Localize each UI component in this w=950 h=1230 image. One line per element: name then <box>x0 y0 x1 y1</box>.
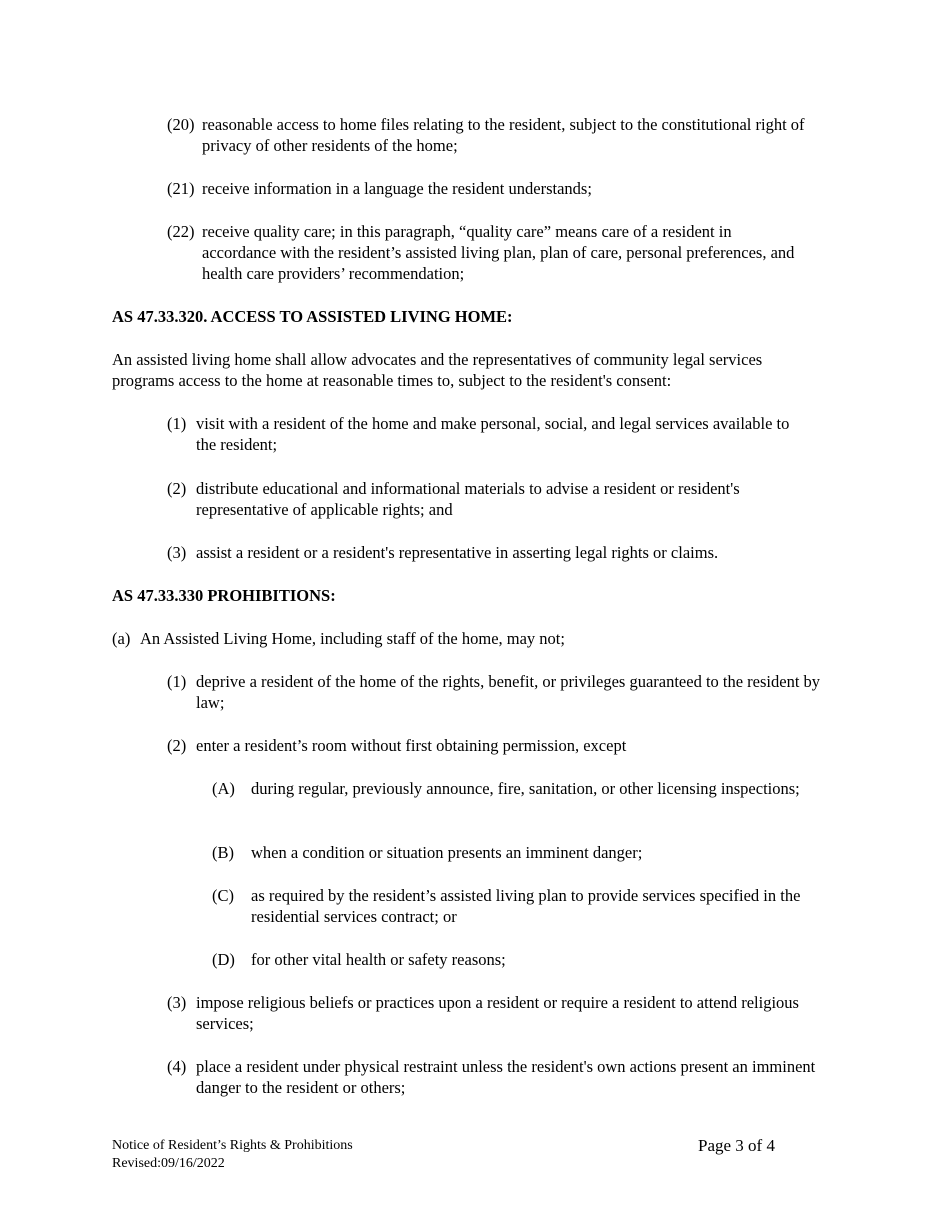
section-intro-320: An assisted living home shall allow advocates and the representatives of community legal services programs access to the home at reasonable times to, subject to the resident's consent: <box>112 350 763 390</box>
list-item-320-2 <box>167 478 827 520</box>
list-text: impose religious beliefs or practices upon a resident or require a resident to attend religious services; <box>196 993 799 1033</box>
section-heading-320: AS 47.33.320. ACCESS TO ASSISTED LIVING HOME: <box>112 307 513 326</box>
list-number: (22) <box>167 222 195 241</box>
list-text: reasonable access to home files relating to the resident, subject to the constitutional right of privacy of other residents of the home; <box>202 115 805 155</box>
footer-info <box>112 1137 353 1173</box>
sub-item-B <box>212 842 812 863</box>
sub-item-label: (D) <box>212 950 235 969</box>
subsection-a <box>112 628 812 649</box>
list-text: receive information in a language the resident understands; <box>202 179 592 198</box>
list-item-330-4 <box>167 1056 832 1098</box>
sub-item-A <box>212 778 812 799</box>
sub-item-text: as required by the resident’s assisted living plan to provide services specified in the residential services contract; or <box>251 886 801 926</box>
list-text: enter a resident’s room without first obtaining permission, except <box>196 736 627 755</box>
footer-title: Notice of Resident’s Rights & Prohibitions <box>112 1138 353 1153</box>
list-number: (4) <box>167 1057 187 1076</box>
sub-item-C <box>212 885 837 927</box>
sub-item-text: when a condition or situation presents an imminent danger; <box>251 843 643 862</box>
list-item-22 <box>167 221 807 284</box>
subsection-label: (a) <box>112 629 131 648</box>
sub-item-label: (A) <box>212 779 235 798</box>
list-number: (2) <box>167 479 187 498</box>
sub-item-label: (C) <box>212 886 234 905</box>
list-text: place a resident under physical restraint unless the resident's own actions present an imminent danger to the resident or others; <box>196 1057 816 1097</box>
footer-revised: Revised:09/16/2022 <box>112 1156 225 1171</box>
list-item-320-1 <box>167 413 797 455</box>
list-text: assist a resident or a resident's representative in asserting legal rights or claims. <box>196 543 719 562</box>
list-number: (3) <box>167 543 187 562</box>
list-item-330-3 <box>167 992 827 1034</box>
list-number: (1) <box>167 414 187 433</box>
sub-item-D <box>212 949 812 970</box>
subsection-text: An Assisted Living Home, including staff of the home, may not; <box>140 629 565 648</box>
sub-item-text: during regular, previously announce, fire, sanitation, or other licensing inspections; <box>251 779 800 798</box>
list-text: distribute educational and informational materials to advise a resident or resident's representative of applicable rights; and <box>196 479 740 519</box>
list-text: visit with a resident of the home and make personal, social, and legal services available to the resident; <box>196 414 790 454</box>
list-item-330-1 <box>167 671 827 713</box>
sub-item-text: for other vital health or safety reasons; <box>251 950 506 969</box>
list-text: deprive a resident of the home of the rights, benefit, or privileges guaranteed to the resident by law; <box>196 672 821 712</box>
page-number: Page 3 of 4 <box>698 1136 775 1155</box>
section-heading-330: AS 47.33.330 PROHIBITIONS: <box>112 586 336 605</box>
sub-item-label: (B) <box>212 843 234 862</box>
list-number: (20) <box>167 115 195 134</box>
list-number: (21) <box>167 179 195 198</box>
list-number: (3) <box>167 993 187 1012</box>
list-item-20 <box>167 114 837 156</box>
list-text: receive quality care; in this paragraph, “quality care” means care of a resident in accordance with the resident’s assisted living plan, plan of care, personal preferences, and health care providers’ recommendation; <box>202 222 795 283</box>
list-item-330-2 <box>167 735 827 756</box>
list-item-320-3 <box>167 542 827 563</box>
list-number: (2) <box>167 736 187 755</box>
list-item-21 <box>167 178 837 199</box>
list-number: (1) <box>167 672 187 691</box>
